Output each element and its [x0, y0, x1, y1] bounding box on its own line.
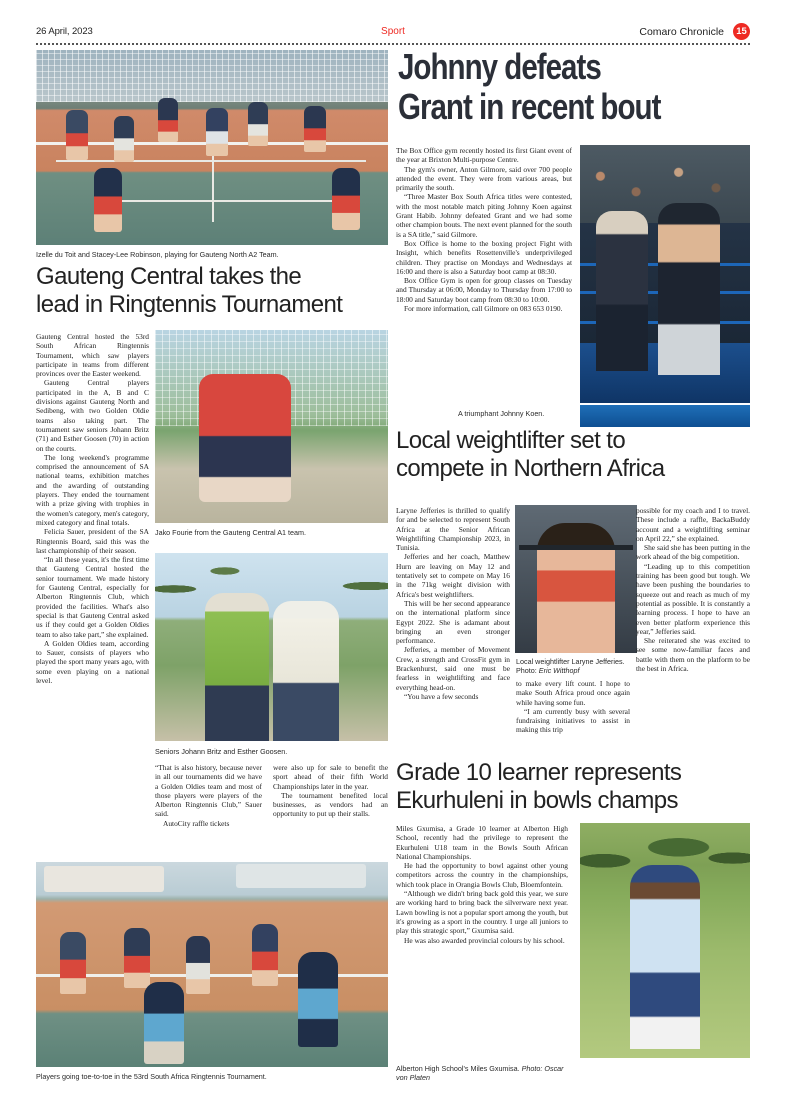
caption-text: Alberton High School's Miles Gxumisa.	[396, 1064, 522, 1073]
paragraph: Felicia Sauer, president of the SA Ringtennis Board, said this was the last championship of their season.	[36, 527, 149, 555]
paragraph: “You have a few seconds	[404, 691, 479, 701]
paragraph: Gauteng Central players participated in the A, B and C divisions against Gauteng North and Sedibeng, with two Golden Oldie teams also taking part. The tournament saw seniors Johann Britz (71) and Esther Goosen (70) in action on the courts.	[36, 378, 149, 453]
paragraph: A Golden Oldies team, according to Sauer, consists of players who played the sport many years ago, with some even playing on a national level.	[36, 638, 149, 685]
headline-ringtennis-line2: lead in Ringtennis Tournament	[36, 291, 343, 318]
masthead-publication: Comaro Chronicle	[639, 26, 724, 38]
paragraph: Jefferies and her coach, Matthew Hurn are leaving on May 12 and tentatively set to compete on May 16 in the 71kg weight division with Africa's best weightlifters.	[396, 552, 510, 599]
headline-boxing-line1: Johnny defeats	[398, 46, 601, 87]
paragraph: “I am currently busy with several fundraising initiatives to assist in making this trip	[516, 706, 630, 735]
photo-ringtennis-court	[36, 50, 388, 245]
paragraph: to make every lift count. I hope to make South Africa proud once again while having some fun.	[516, 679, 630, 707]
caption-johnny-koen: A triumphant Johnny Koen.	[458, 409, 545, 418]
caption-players-toe-to-toe: Players going toe-to-toe in the 53rd South Africa Ringtennis Tournament.	[36, 1072, 267, 1081]
boxing-column-1	[396, 146, 572, 398]
paragraph: The gym's owner, Anton Gilmore, said over 700 people attended the event. They were from various areas, but primarily the south.	[396, 164, 572, 193]
paragraph: Box Office Gym is open for group classes on Tuesday and Thursday at 06:00, Monday to Thursday from 17:00 to 18:00 and Saturday boot camp from 08:30 to 10:00.	[396, 276, 572, 304]
photo-players-toe-to-toe	[36, 862, 388, 1067]
caption-laryne-jefferies	[516, 657, 636, 675]
masthead-section: Sport	[381, 26, 405, 37]
photo-miles-gxumisa	[580, 823, 750, 1058]
bowls-column-1	[396, 824, 568, 1054]
photo-laryne-jefferies	[515, 505, 637, 653]
paragraph: “Three Master Box South Africa titles were contested, with the most notable match piting Johnny Koen against Grant Habib. Johnny defeated Grant and we had some other champion bouts. The next event planned for the south is a SA title,” said Gilmore.	[396, 192, 572, 239]
headline-ringtennis-line1: Gauteng Central takes the	[36, 263, 302, 290]
paragraph: For more information, call Gilmore on 083 653 0190.	[404, 304, 563, 314]
paragraph: The Box Office gym recently hosted its first Giant event of the year at Brixton Multi-purpose Centre.	[396, 146, 572, 165]
ringtennis-column-2	[155, 763, 262, 853]
paragraph: She reiterated she was excited to see some now-familiar faces and battle with them on the platform to be the best in Africa.	[636, 636, 750, 674]
masthead-date: 26 April, 2023	[36, 26, 93, 37]
caption-jako-fourie: Jako Fourie from the Gauteng Central A1 team.	[155, 528, 307, 537]
paragraph: Box Office is home to the boxing project Fight with Insight, which benefits Rosettenville's underprivileged children. They practise on Mondays and Wednesdays at 16:00 and there is also a Saturday boot camp at 08:30.	[396, 238, 572, 276]
paragraph: “Leading up to this competition training has been good but tough. We have been pushing the boundaries to squeeze out and reach as much of my potential as possible. It is constantly a learning process. I hope to have an even better platform experience this year,” Jefferies said.	[636, 561, 750, 636]
caption-seniors: Seniors Johann Britz and Esther Goosen.	[155, 747, 288, 756]
caption-credit: Photo: Oscar von Platen	[396, 1064, 564, 1082]
paragraph: Gauteng Central hosted the 53rd South African Ringtennis Tournament, which saw players participate in teams from different provinces over the Easter weekend.	[36, 332, 149, 379]
paragraph: AutoCity raffle tickets	[163, 818, 230, 828]
headline-weightlifter-line1: Local weightlifter set to	[396, 427, 626, 454]
caption-miles-gxumisa	[396, 1064, 576, 1082]
paragraph: He was also awarded provincial colours by his school.	[404, 935, 565, 945]
masthead-divider	[36, 43, 750, 45]
page-number-badge: 15	[733, 23, 750, 40]
paragraph: Jefferies, a member of Movement Crew, a strength and CrossFit gym in Brackenhurst, said one must be fearless in weightlifting and face everything head-on.	[396, 645, 510, 692]
headline-boxing-line2: Grant in recent bout	[398, 86, 661, 127]
paragraph: “Although we didn't bring back gold this year, we sure are working hard to bring back the silverware next year. Lawn bowling is not a popular sport among the youth, but it's growing as a sport in the country. I urge all juniors to play this strategic sport,” Gxumisa said.	[396, 889, 568, 936]
ringtennis-column-3	[273, 763, 388, 853]
headline-bowls-line1: Grade 10 learner represents	[396, 759, 682, 786]
weightlifter-column-3	[636, 506, 750, 744]
paragraph: She said she has been putting in the work ahead of the big competition.	[636, 543, 750, 562]
caption-text: Local weightlifter Laryne Jefferies. Photo:	[516, 657, 625, 675]
weightlifter-column-2	[516, 679, 630, 745]
paragraph: This will be her second appearance on the international platform since Egypt 2022. She is adamant about bringing an even stronger performance.	[396, 598, 510, 646]
paragraph: The tournament benefited local businesses, as vendors had an opportunity to put up their stalls.	[273, 790, 388, 819]
headline-bowls-line2: Ekurhuleni in bowls champs	[396, 787, 678, 814]
paragraph: possible for my coach and I to travel. These include a raffle, BackaBuddy account and a weightlifting seminar on April 22,” she explained.	[636, 506, 750, 543]
photo-boxing-ring	[580, 145, 750, 403]
paragraph: The long weekend's programme comprised the announcement of SA national teams, exhibition matches and the awarding of outstanding players. They ended the tournament with a prize giving with trophies in the women's category, men's category, mixed category and final totals.	[36, 452, 149, 527]
photo-boxing-ring-floor	[580, 405, 750, 427]
photo-jako-fourie	[155, 330, 388, 523]
caption-credit: Eric Witthopf	[538, 666, 580, 675]
paragraph: were also up for sale to benefit the sport ahead of their fifth World Championships later in the year.	[273, 763, 388, 791]
paragraph: “In all these years, it's the first time that Gauteng Central hosted the senior tournament. We made history for Gauteng Central, especially for Alberton Ringtennis Club, which provided the facilities. What's also special is that Gauteng Central asked us if they could get a Golden Oldies team to also take part,” she explained.	[36, 555, 149, 639]
ringtennis-column-1	[36, 332, 149, 842]
caption-ringtennis-lead: Izelle du Toit and Stacey-Lee Robinson, playing for Gauteng North A2 Team.	[36, 250, 279, 259]
photo-seniors-britz-goosen	[155, 553, 388, 741]
paragraph: Laryne Jefferies is thrilled to qualify for and be selected to represent South Africa at the Senior African Weightlifting Championship 2023, in Tunisia.	[396, 506, 510, 553]
paragraph: Miles Gxumisa, a Grade 10 learner at Alberton High School, recently had the privilege to represent the Ekurhuleni U18 team in the Bowls South African National Championships.	[396, 824, 568, 861]
headline-weightlifter-line2: compete in Northern Africa	[396, 455, 665, 482]
weightlifter-column-1	[396, 506, 510, 744]
paragraph: He had the opportunity to bowl against other young competitors across the country in the championships, which took place in Orangia Bowls Club, Bloemfontein.	[396, 861, 568, 889]
paragraph: “That is also history, because never in all our tournaments did we have a Golden Oldies team and most of those players were players of the Alberton Ringtennis Club,” Sauer said.	[155, 763, 262, 819]
